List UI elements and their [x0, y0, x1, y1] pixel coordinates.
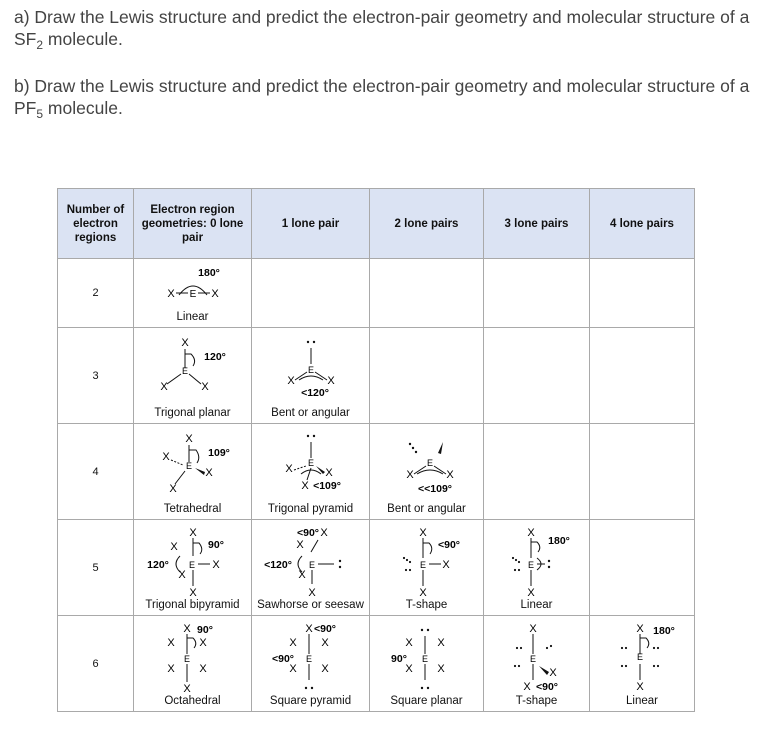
question-a: a) Draw the Lewis structure and predict the electron-pair geometry and molecular structure of a $SF_2$ molecule. [14, 7, 750, 52]
svg-text:<109°: <109° [312, 480, 341, 492]
svg-text:X: X [297, 569, 306, 581]
geometry-label: Octahedral [164, 695, 221, 707]
svg-text:120°: 120° [203, 351, 226, 363]
svg-text:X: X [300, 480, 309, 492]
svg-text:E: E [307, 458, 314, 468]
svg-text:X: X [324, 467, 333, 479]
svg-text:X: X [204, 467, 213, 479]
regions-4: 4 [58, 424, 134, 520]
svg-text:<90°: <90° [437, 539, 460, 551]
geometry-label: Bent or angular [387, 503, 466, 515]
svg-text:90°: 90° [390, 653, 407, 665]
t-shape-6-diagram [487, 622, 587, 694]
svg-text:X: X [405, 469, 414, 481]
linear-molecule-diagram [143, 265, 243, 305]
svg-text:X: X [526, 587, 535, 598]
svg-text:X: X [168, 483, 177, 495]
cell-tetrahedral [134, 424, 252, 520]
svg-text:E: E [529, 654, 536, 664]
svg-text:X: X [307, 587, 316, 598]
seesaw-diagram [256, 526, 366, 598]
cell-t-shape-6 [484, 616, 590, 712]
angle-label: 180° [197, 267, 220, 279]
cell-trigonal-bipyramid [134, 520, 252, 616]
geometry-label: Square pyramid [269, 695, 352, 707]
svg-text:<<109°: <<109° [417, 483, 452, 495]
table-row [58, 520, 695, 616]
t-shape-diagram [377, 526, 477, 598]
svg-text:<90°: <90° [535, 681, 558, 693]
regions-2: 2 [58, 259, 134, 328]
svg-text:X: X [436, 637, 445, 649]
svg-text:X: X [180, 337, 189, 349]
header-2-lone-pairs: 2 lone pairs [370, 189, 484, 259]
geometry-label: Trigonal bipyramid [145, 599, 240, 611]
svg-text:X: X [295, 539, 304, 551]
geometry-label: Sawhorse or seesaw [257, 599, 364, 611]
header-regions: Number of electron regions [58, 189, 134, 259]
header-geometry: Electron region geometries: 0 lone pair [134, 189, 252, 259]
cell-linear [134, 259, 252, 328]
geometry-label: Bent or angular [271, 407, 350, 419]
svg-text:E: E [181, 366, 188, 376]
svg-text:X: X [436, 663, 445, 675]
trigonal-planar-diagram [143, 334, 243, 396]
svg-text:X: X [404, 663, 413, 675]
svg-text:X: X [636, 623, 644, 635]
regions-6: 6 [58, 616, 134, 712]
trigonal-bipyramid-diagram [138, 526, 248, 598]
svg-text:X: X [320, 663, 329, 675]
cell-seesaw [252, 520, 370, 616]
table-row [58, 616, 695, 712]
svg-text:E: E [419, 560, 426, 570]
svg-text:X: X [166, 637, 175, 649]
svg-text:X: X [177, 569, 186, 581]
svg-text:X: X [184, 433, 193, 445]
svg-text:X: X [284, 463, 293, 475]
atom-x: X [210, 288, 219, 300]
geometry-label: Linear [626, 695, 658, 707]
cell-trigonal-pyramid [252, 424, 370, 520]
square-pyramid-diagram [261, 622, 361, 694]
svg-text:X: X [200, 381, 209, 393]
svg-text:X: X [522, 681, 531, 693]
header-3-lone-pairs: 3 lone pairs [484, 189, 590, 259]
svg-text:X: X [211, 559, 220, 571]
cell-square-pyramid [252, 616, 370, 712]
cell-trigonal-planar [134, 328, 252, 424]
svg-text:X: X [169, 541, 178, 553]
svg-text:E: E [636, 652, 644, 662]
trigonal-pyramid-diagram [261, 430, 361, 496]
svg-text:X: X [526, 527, 535, 539]
svg-text:X: X [404, 637, 413, 649]
geometry-label: Linear [520, 599, 553, 611]
svg-text:X: X [182, 683, 191, 694]
octahedral-diagram [143, 622, 243, 694]
cell-octahedral [134, 616, 252, 712]
header-1-lone-pair: 1 lone pair [252, 189, 370, 259]
tetrahedral-diagram [143, 430, 243, 496]
svg-text:180°: 180° [547, 535, 570, 547]
svg-text:90°: 90° [196, 624, 213, 636]
regions-5: 5 [58, 520, 134, 616]
svg-text:E: E [421, 654, 428, 664]
svg-text:X: X [418, 587, 427, 598]
atom-x: X [166, 288, 175, 300]
square-planar-diagram [377, 622, 477, 694]
svg-text:X: X [288, 637, 297, 649]
svg-text:E: E [426, 458, 433, 468]
svg-text:X: X [319, 527, 328, 539]
svg-text:X: X [188, 527, 197, 539]
svg-text:X: X [320, 637, 329, 649]
svg-text:X: X [441, 559, 450, 571]
geometry-label: T-shape [405, 599, 448, 611]
svg-text:X: X [418, 527, 427, 539]
svg-text:E: E [185, 461, 192, 471]
svg-text:X: X [304, 623, 313, 635]
geometry-label: Linear [176, 311, 209, 323]
svg-text:120°: 120° [146, 559, 169, 571]
atom-e: E [189, 289, 196, 300]
svg-text:109°: 109° [207, 447, 230, 459]
geometry-label: Tetrahedral [163, 503, 222, 515]
svg-text:X: X [326, 375, 335, 387]
svg-text:<90°: <90° [271, 653, 294, 665]
cell-linear-4lp [590, 616, 695, 712]
svg-text:X: X [548, 667, 557, 679]
svg-text:X: X [288, 663, 297, 675]
cell-bent-2lp [370, 424, 484, 520]
regions-3: 3 [58, 328, 134, 424]
svg-text:X: X [636, 681, 644, 693]
svg-text:X: X [528, 623, 537, 635]
linear-3lp-diagram [487, 526, 587, 598]
svg-text:<90°: <90° [313, 623, 336, 635]
geometry-label: Trigonal pyramid [267, 503, 354, 515]
svg-text:E: E [183, 654, 190, 664]
svg-text:X: X [182, 623, 191, 635]
svg-text:X: X [159, 381, 168, 393]
header-4-lone-pairs: 4 lone pairs [590, 189, 695, 259]
svg-text:X: X [188, 587, 197, 598]
geometry-label: T-shape [515, 695, 558, 707]
linear-4lp-diagram [592, 622, 692, 694]
svg-text:X: X [286, 375, 295, 387]
svg-text:<90°: <90° [296, 527, 319, 539]
cell-t-shape [370, 520, 484, 616]
cell-linear-3lp [484, 520, 590, 616]
svg-text:E: E [308, 560, 315, 570]
cell-bent [252, 328, 370, 424]
table-row [58, 424, 695, 520]
svg-text:180°: 180° [653, 625, 675, 637]
svg-text:X: X [161, 451, 170, 463]
geometry-label: Trigonal planar [154, 407, 231, 419]
svg-text:X: X [198, 637, 207, 649]
table-row [58, 328, 695, 424]
svg-text:X: X [445, 469, 454, 481]
svg-text:E: E [527, 560, 534, 570]
bent-diagram [261, 334, 361, 400]
bent-2lp-diagram [377, 430, 477, 496]
svg-text:90°: 90° [207, 539, 224, 551]
geometry-label: Square planar [390, 695, 463, 707]
svg-text:E: E [307, 365, 314, 375]
svg-text:E: E [188, 560, 195, 570]
table-header-row [58, 189, 695, 259]
question-b: b) Draw the Lewis structure and predict the electron-pair geometry and molecular structure of a $PF_5$ molecule. [14, 76, 750, 121]
svg-text:E: E [305, 654, 312, 664]
svg-text:X: X [166, 663, 175, 675]
svg-text:<120°: <120° [263, 559, 292, 571]
table-row [58, 259, 695, 328]
svg-text:X: X [198, 663, 207, 675]
cell-square-planar [370, 616, 484, 712]
svg-text:<120°: <120° [300, 387, 329, 399]
vsepr-table [57, 188, 695, 712]
